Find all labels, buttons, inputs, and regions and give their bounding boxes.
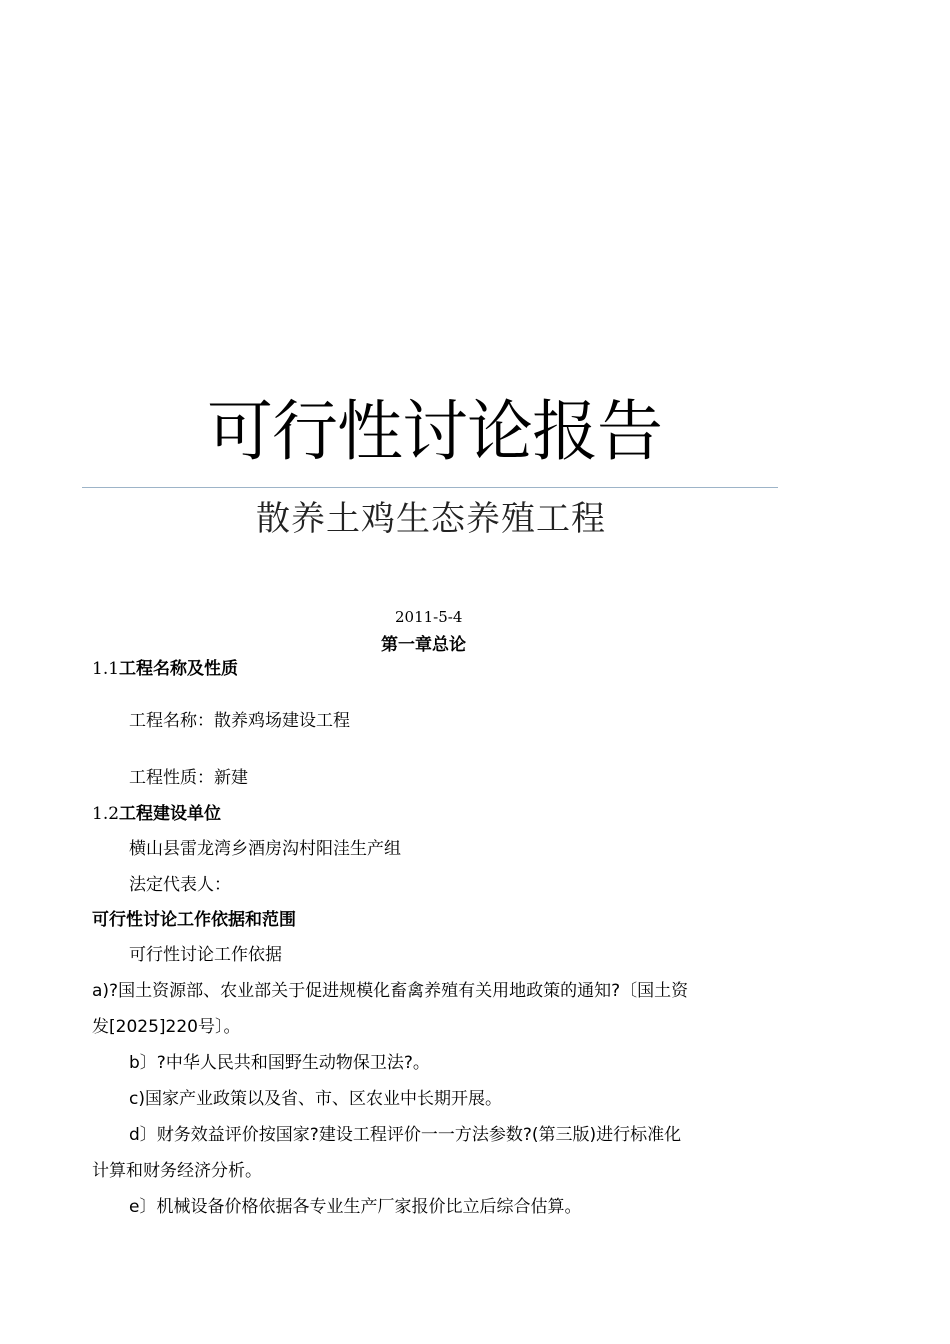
section-heading-1-2 [92,803,221,825]
list-item-c: c)国家产业政策以及省、市、区农业中长期开展。 [129,1089,502,1109]
list-item-b: b〕?中华人民共和国野生动物保卫法?。 [129,1053,430,1073]
list-item-d: d〕财务效益评价按国家?建设工程评价一一方法参数?(第三版)进行标准化 [129,1125,682,1145]
section-title: 工程名称及性质 [119,659,239,679]
unit-line: 横山县雷龙湾乡酒房沟村阳洼生产组 [129,839,401,859]
legal-representative-line: 法定代表人： [129,875,231,895]
list-item-a: a)?国土资源部、农业部关于促进规模化畜禽养殖有关用地政策的通知?〔国土资 [92,981,689,1001]
project-name-line: 工程名称：散养鸡场建设工程 [129,711,350,731]
document-title: 可行性讨论报告 [207,393,662,470]
list-item-a-continued: 发[2025]220号〕。 [92,1017,241,1037]
chapter-heading: 第一章总论 [381,635,466,655]
document-subtitle: 散养土鸡生态养殖工程 [256,499,606,539]
section-number: 1.2 [92,804,120,824]
section-title: 工程建设单位 [119,804,222,824]
list-item-d-continued: 计算和财务经济分析。 [92,1161,262,1181]
section-heading-1-1 [92,658,238,680]
project-nature-line: 工程性质：新建 [129,768,248,788]
title-divider [82,487,778,488]
basis-subheading: 可行性讨论工作依据 [129,945,282,965]
list-item-e: e〕机械设备价格依据各专业生产厂家报价比立后综合估算。 [129,1197,582,1217]
section-number: 1.1 [92,659,120,679]
document-date: 2011-5-4 [395,608,463,626]
section-heading-basis: 可行性讨论工作依据和范围 [92,910,296,930]
